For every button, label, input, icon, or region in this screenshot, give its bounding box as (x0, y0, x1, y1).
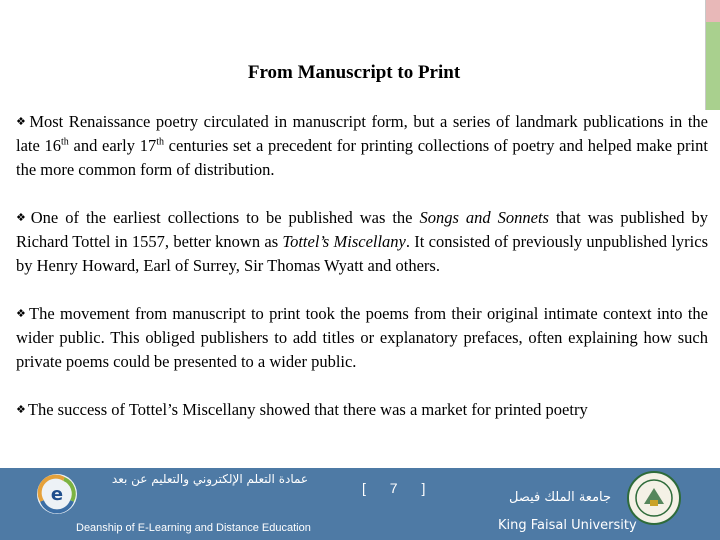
superscript-text: th (61, 136, 69, 148)
bullet-paragraph (16, 302, 708, 374)
accent-divider-line (705, 0, 706, 110)
bullet-text: Most Renaissance poetry circulated in manuscript form, but a series of landmark publications in the late 16 (16, 112, 708, 155)
deanship-english-name: Deanship of E-Learning and Distance Education (76, 522, 311, 534)
diamond-bullet-icon: ❖ (16, 307, 28, 320)
diamond-bullet-icon: ❖ (16, 115, 28, 128)
university-english-name: King Faisal University (498, 518, 637, 533)
bullet-text: The movement from manuscript to print took the poems from their original intimate context into the wider public. This obliged publishers to add titles or explanatory prefaces, often explaining how such private poems could be presented to a wider public. (16, 304, 708, 371)
slide-title: From Manuscript to Print (247, 62, 461, 83)
diamond-bullet-icon: ❖ (16, 403, 26, 416)
italic-title-text: Tottel’s Miscellany (282, 232, 406, 251)
university-arabic-name: جامعة الملك فيصل (508, 490, 612, 505)
italic-title-text: Songs and Sonnets (419, 208, 549, 227)
bullet-text: centuries set a precedent for printing collections of poetry and helped make print the more common form of distribution. (16, 136, 708, 179)
bullet-paragraph (16, 398, 708, 422)
bullet-paragraph (16, 110, 708, 182)
bullet-text: and early 17 (68, 136, 157, 155)
page-number: [ 7 ] (362, 480, 436, 496)
bullet-paragraph (16, 206, 708, 278)
bullet-text: One of the earliest collections to be published was the (30, 208, 420, 227)
bullet-text: . It consisted of previously unpublished lyrics by Henry Howard, Earl of Surrey, Sir Thomas Wyatt and others. (16, 232, 708, 275)
accent-bar-green (706, 22, 720, 110)
slide-body (16, 110, 708, 446)
bullet-text: that was published by Richard Tottel in 1557, better known as (16, 208, 708, 251)
svg-text:e: e (50, 484, 64, 505)
accent-bar-pink (706, 0, 720, 22)
e-learning-logo-icon (34, 471, 80, 517)
footer (0, 468, 720, 540)
superscript-text: th (156, 136, 164, 148)
university-seal-icon (626, 470, 682, 526)
diamond-bullet-icon: ❖ (16, 211, 29, 224)
deanship-arabic-name: عمادة التعلم الإلكتروني والتعليم عن بعد (111, 472, 309, 486)
bullet-text: The success of Tottel’s Miscellany showed that there was a market for printed poetry (27, 400, 588, 419)
